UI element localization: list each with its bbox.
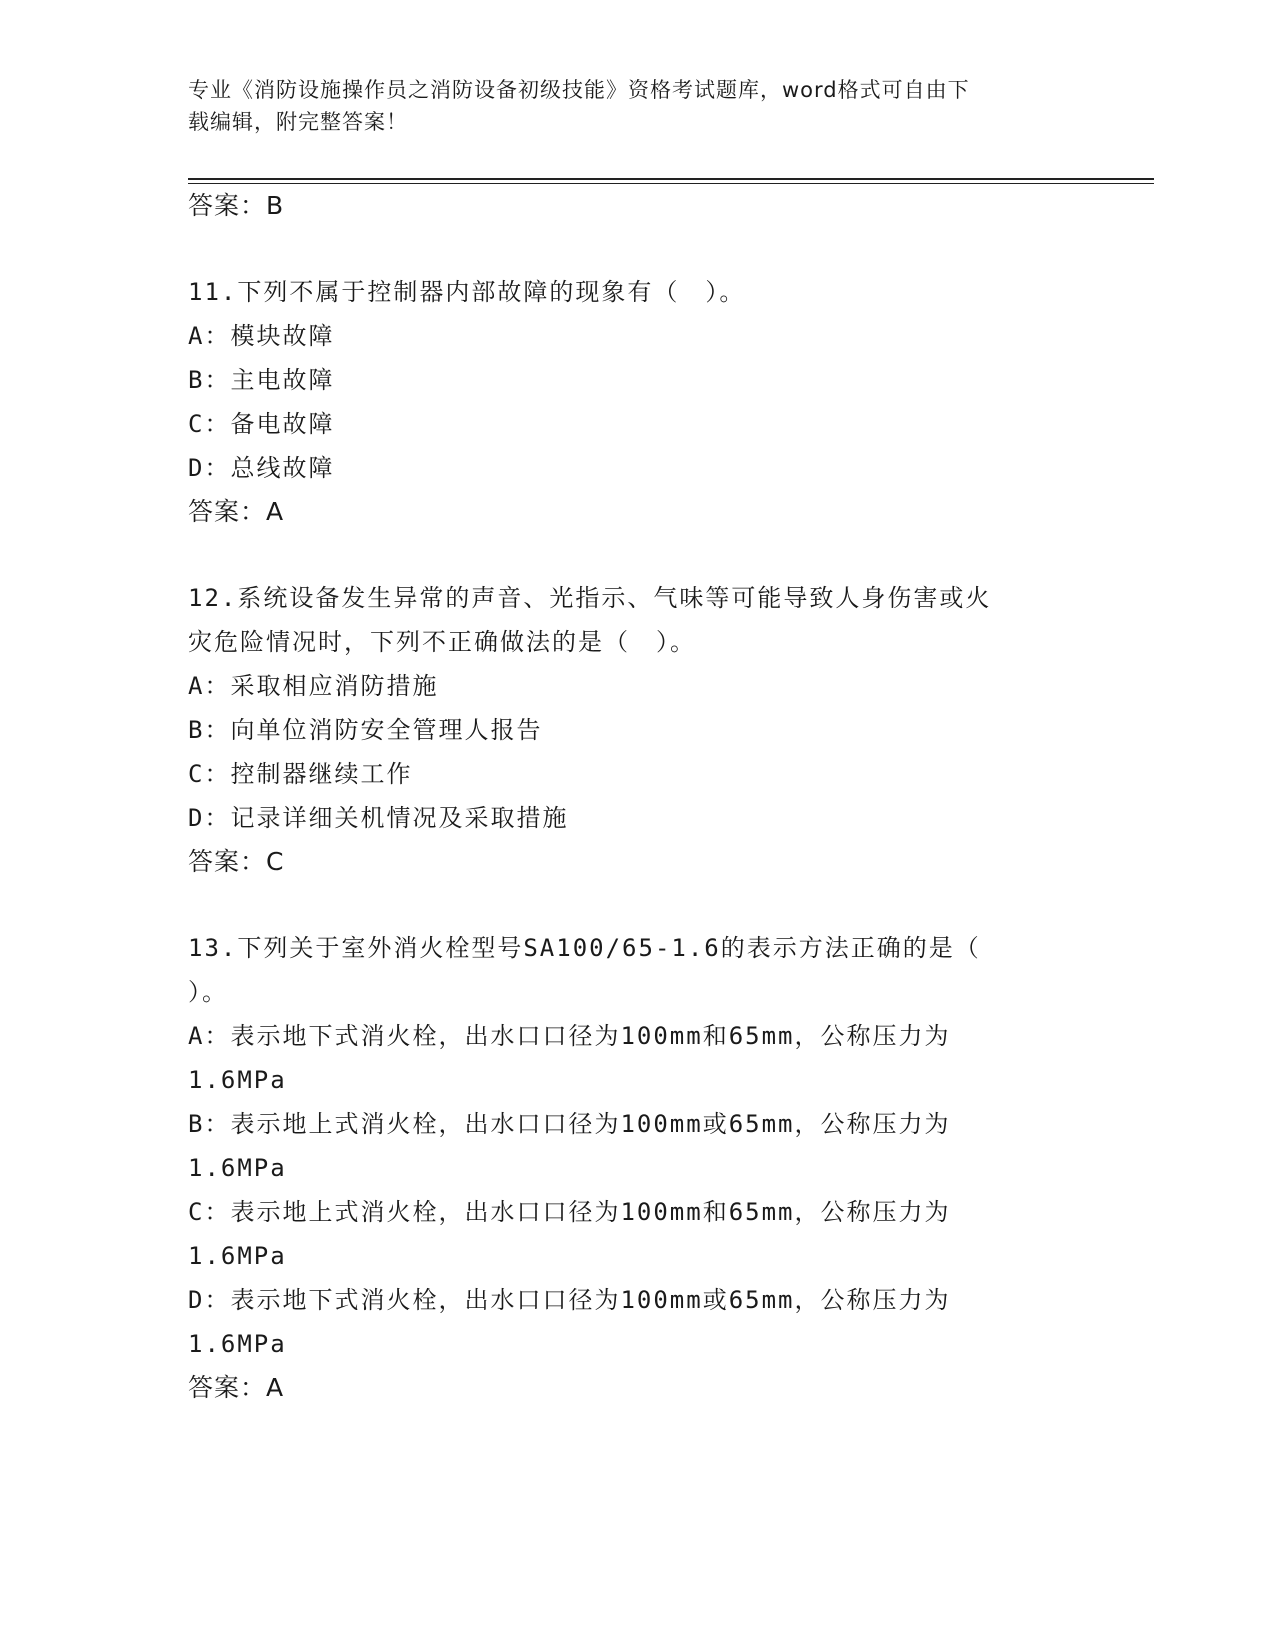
header-divider-thick: [188, 178, 1154, 180]
q13-option-a-line-1: A：表示地下式消火栓，出水口口径为100mm和65mm，公称压力为: [188, 1022, 951, 1050]
q12-question-line-1: 12.系统设备发生异常的声音、光指示、气味等可能导致人身伤害或火: [188, 584, 992, 612]
q13-option-c-line-2: 1.6MPa: [188, 1242, 287, 1270]
q13-option-d-line-2: 1.6MPa: [188, 1330, 287, 1358]
q13-answer: 答案：A: [188, 1373, 285, 1402]
q13-option-d-line-1: D：表示地下式消火栓，出水口口径为100mm或65mm，公称压力为: [188, 1286, 951, 1314]
q11-option-a: A：模块故障: [188, 322, 335, 350]
q13-question-line-1: 13.下列关于室外消火栓型号SA100/65-1.6的表示方法正确的是（: [188, 934, 981, 962]
previous-answer: 答案：B: [188, 191, 285, 220]
header-line-2: 载编辑，附完整答案！: [188, 110, 408, 134]
q12-answer: 答案：C: [188, 847, 285, 876]
header-divider-thin: [188, 183, 1154, 184]
q12-option-d: D：记录详细关机情况及采取措施: [188, 804, 569, 832]
q13-option-c-line-1: C：表示地上式消火栓，出水口口径为100mm和65mm，公称压力为: [188, 1198, 951, 1226]
q12-question-line-2: 灾危险情况时，下列不正确做法的是（ ）。: [188, 628, 696, 656]
q13-option-a-line-2: 1.6MPa: [188, 1066, 287, 1094]
q11-option-d: D：总线故障: [188, 454, 335, 482]
q11-question: 11.下列不属于控制器内部故障的现象有（ ）。: [188, 278, 746, 306]
q11-answer: 答案：A: [188, 497, 285, 526]
document-header: [188, 74, 1068, 138]
q13-option-b-line-1: B：表示地上式消火栓，出水口口径为100mm或65mm，公称压力为: [188, 1110, 951, 1138]
q12-option-c: C：控制器继续工作: [188, 760, 413, 788]
q12-option-b: B：向单位消防安全管理人报告: [188, 716, 543, 744]
q11-option-b: B：主电故障: [188, 366, 335, 394]
q11-option-c: C：备电故障: [188, 410, 335, 438]
q13-question-line-2: ）。: [188, 978, 228, 1006]
q12-option-a: A：采取相应消防措施: [188, 672, 439, 700]
q13-option-b-line-2: 1.6MPa: [188, 1154, 287, 1182]
header-line-1: 专业《消防设施操作员之消防设备初级技能》资格考试题库，word格式可自由下: [188, 78, 970, 102]
